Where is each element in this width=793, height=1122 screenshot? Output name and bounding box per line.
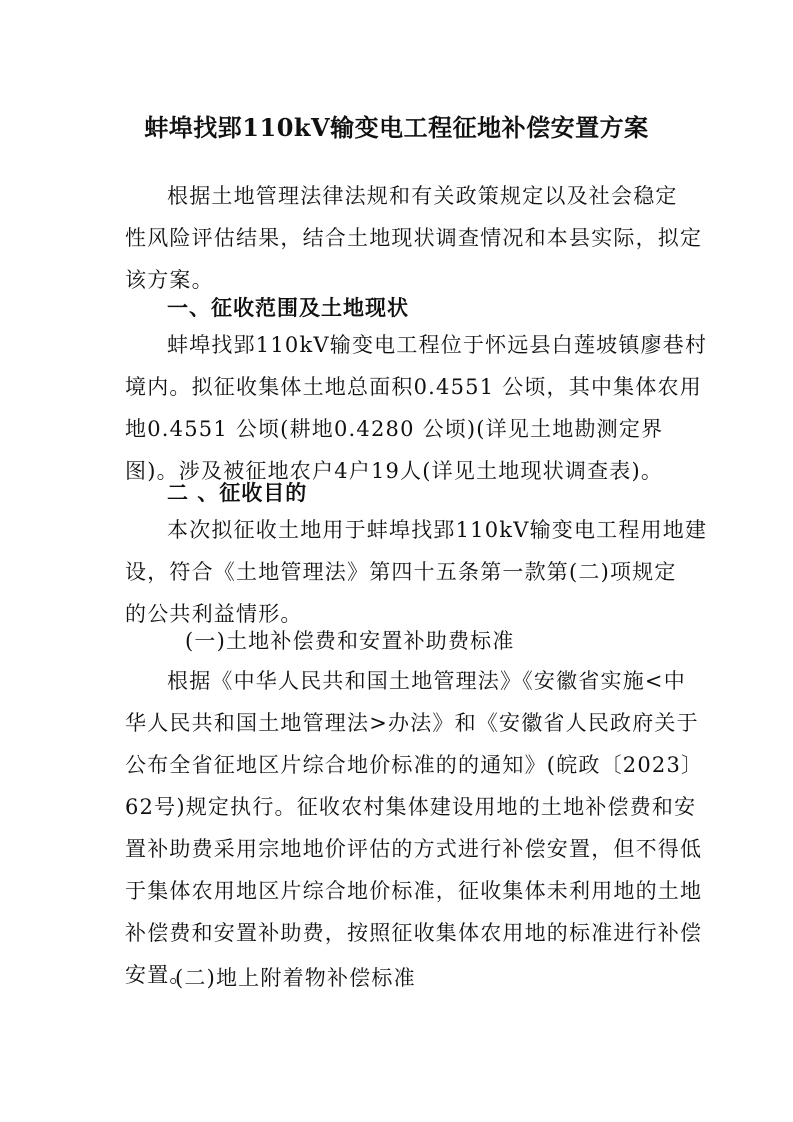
section2-line: 设，符合《土地管理法》第四十五条第一款第(二)项规定 [125, 560, 677, 584]
subsection2-heading: (二)地上附着物补偿标准 [175, 966, 416, 990]
section2-line: 的公共利益情形。 [125, 602, 303, 626]
section1-line: 图)。涉及被征地农户4户19人(详见土地现状调查表)。 [125, 459, 664, 483]
subsection1-line: 华人民共和国土地管理法>办法》和《安徽省人民政府关于 [125, 711, 699, 735]
subsection1-line: 补偿费和安置补助费，按照征收集体农用地的标准进行补偿 [125, 921, 703, 945]
subsection1-line: 公布全省征地区片综合地价标准的的通知》(皖政〔2023〕 [125, 753, 704, 777]
section1-heading: 一、征收范围及土地现状 [167, 295, 409, 320]
section1-paragraph [125, 324, 708, 492]
section1-line: 蚌埠找郢110kV输变电工程位于怀远县白莲坡镇廖巷村 [167, 333, 708, 357]
section1-line: 境内。拟征收集体土地总面积0.4551 公顷，其中集体农用 [125, 375, 702, 399]
section2-paragraph [125, 509, 708, 635]
intro-line: 根据土地管理法律法规和有关政策规定以及社会稳定 [167, 184, 678, 208]
intro-paragraph [125, 175, 703, 301]
subsection1-line: 安置。 [125, 963, 192, 987]
section2-heading: 二 、征收目的 [167, 480, 308, 505]
intro-line: 性风险评估结果，结合土地现状调查情况和本县实际，拟定 [125, 226, 703, 250]
subsection1-paragraph [125, 660, 704, 996]
subsection1-line: 62号)规定执行。征收农村集体建设用地的土地补偿费和安 [125, 795, 697, 819]
subsection1-line: 于集体农用地区片综合地价标准，征收集体未利用地的土地 [125, 879, 703, 903]
document-title: 蚌埠找郢110kV输变电工程征地补偿安置方案 [144, 113, 649, 142]
subsection1-line: 置补助费采用宗地地价评估的方式进行补偿安置，但不得低 [125, 837, 703, 861]
subsection1-line: 根据《中华人民共和国土地管理法》《安徽省实施<中 [167, 669, 686, 693]
section2-line: 本次拟征收土地用于蚌埠找郢110kV输变电工程用地建 [167, 518, 708, 542]
intro-line: 该方案。 [125, 268, 214, 292]
subsection1-heading: (一)土地补偿费和安置补助费标准 [185, 629, 515, 653]
section1-line: 地0.4551 公顷(耕地0.4280 公顷)(详见土地勘测定界 [125, 417, 664, 441]
